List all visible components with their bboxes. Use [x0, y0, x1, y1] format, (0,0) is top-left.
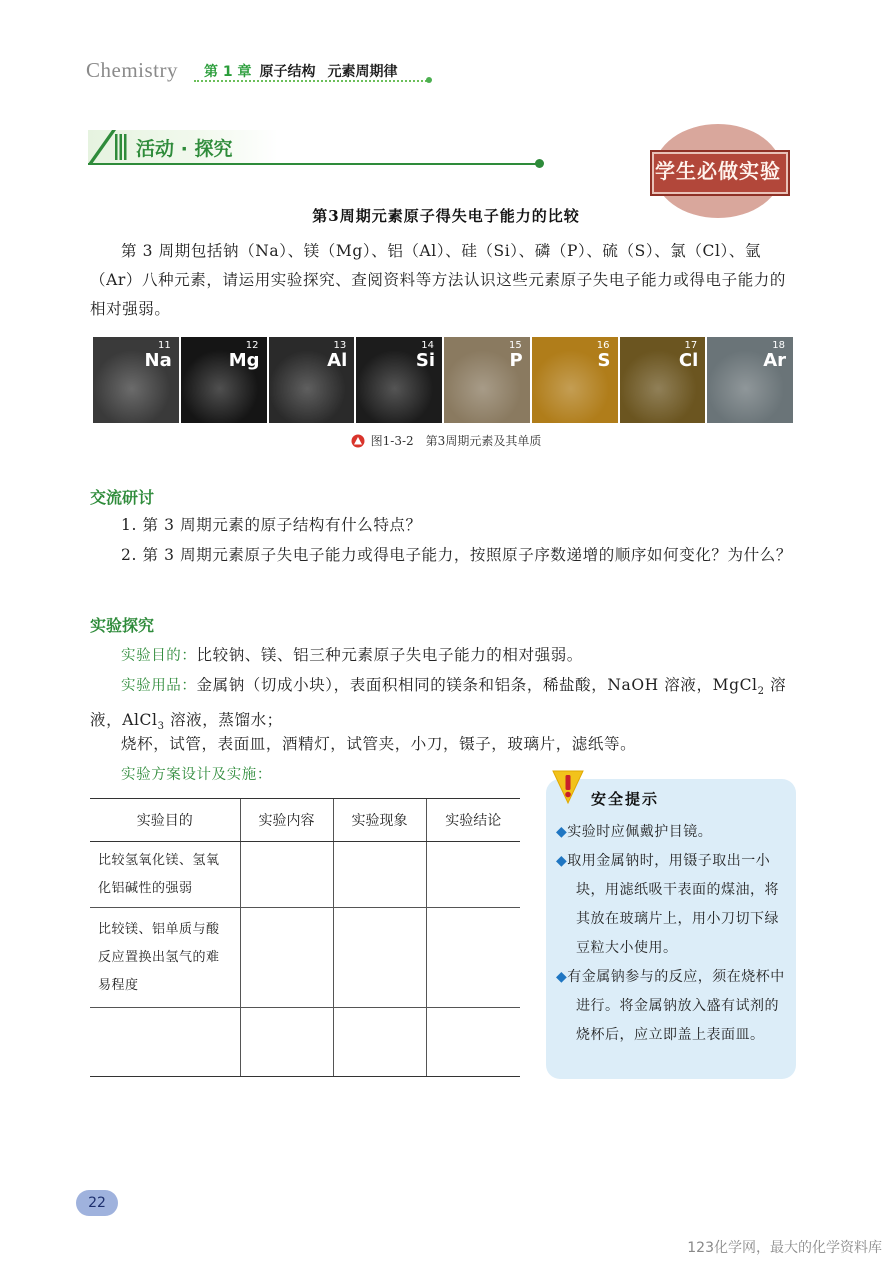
- element-symbol: Si: [415, 350, 435, 371]
- atomic-number: 14: [421, 340, 434, 351]
- banner-stripes-icon: [88, 130, 130, 164]
- chapter-number: 第 1 章: [204, 64, 252, 80]
- materials-mgcl2-sub: 2: [757, 686, 765, 698]
- safety-tips: [556, 818, 788, 1050]
- table-cell-empty: [426, 842, 520, 908]
- page-number: 22: [76, 1190, 118, 1216]
- table-cell-empty: [240, 1008, 333, 1077]
- stamp-text: 学生必做实验: [655, 159, 781, 183]
- diamond-bullet-icon: ◆: [556, 853, 568, 869]
- element-symbol: P: [509, 350, 523, 371]
- safety-title: 安全提示: [591, 790, 660, 808]
- header-rule: [194, 80, 430, 82]
- table-header: 实验结论: [426, 799, 520, 842]
- table-row: [90, 842, 520, 908]
- safety-tip-text: 取用金属钠时，用镊子取出一小块，用滤纸吸干表面的煤油，将其放在玻璃片上，用小刀切下绿豆粒大小使用。: [567, 853, 779, 956]
- purpose-text: 比较钠、镁、铝三种元素原子失电子能力的相对强弱。: [196, 646, 583, 664]
- header-brand: Chemistry: [86, 58, 178, 82]
- section-title: 活动 · 探究: [136, 138, 233, 160]
- diamond-bullet-icon: ◆: [556, 969, 568, 985]
- table-cell-empty: [426, 908, 520, 1008]
- table-row: [90, 908, 520, 1008]
- safety-tip-text: 有金属钠参与的反应，须在烧杯中进行。将金属钠放入盛有试剂的烧杯后，应立即盖上表面皿。: [567, 969, 785, 1043]
- experiment-title: 第3周期元素原子得失电子能力的比较: [312, 207, 580, 225]
- element-symbol: Cl: [678, 350, 699, 371]
- atomic-number: 18: [772, 340, 785, 351]
- element-photo: [444, 337, 530, 423]
- table-header: 实验目的: [90, 799, 240, 842]
- table-row: [90, 1008, 520, 1077]
- element-symbol: Al: [327, 350, 348, 371]
- table-cell: [90, 1008, 240, 1077]
- safety-tip-text: 实验时应佩戴护目镜。: [567, 824, 713, 840]
- table-cell: 比较氢氧化镁、氢氧化铝碱性的强弱: [90, 842, 240, 908]
- atomic-number: 12: [245, 340, 259, 351]
- element-symbol: S: [597, 350, 611, 371]
- element-photo-strip: [93, 337, 793, 423]
- discussion-question: 1. 第 3 周期元素的原子结构有什么特点？: [121, 516, 422, 534]
- atomic-number: 17: [684, 340, 698, 351]
- safety-tip: [556, 963, 788, 1050]
- atomic-number: 16: [596, 340, 610, 351]
- warning-icon: [551, 769, 585, 805]
- table-cell: 比较镁、铝单质与酸反应置换出氢气的难易程度: [90, 908, 240, 1008]
- plan-label: 实验方案设计及实施：: [121, 767, 272, 783]
- experiment-materials-equipment: 烧杯，试管，表面皿，酒精灯，试管夹，小刀，镊子，玻璃片，滤纸等。: [121, 735, 637, 753]
- element-symbol: Na: [144, 350, 172, 371]
- table-header: 实验内容: [240, 799, 333, 842]
- table-cell-empty: [333, 842, 426, 908]
- table-cell-empty: [240, 908, 333, 1008]
- element-photo: [269, 337, 355, 423]
- materials-alcl3-sub: 3: [157, 721, 165, 733]
- header-dot: [426, 77, 432, 83]
- discussion-question: 2. 第 3 周期元素原子失电子能力或得电子能力，按照原子序数递增的顺序如何变化？为什么？: [121, 546, 792, 564]
- materials-text: 溶液，: [90, 676, 787, 730]
- materials-alcl3: AlCl: [122, 711, 158, 730]
- header-chapter: [204, 61, 398, 81]
- triangle-icon: [351, 434, 365, 448]
- element-photo: [620, 337, 706, 423]
- atomic-number: 13: [333, 340, 347, 351]
- element-photo: [532, 337, 618, 423]
- element-symbol: Mg: [228, 350, 260, 371]
- section-rule-dot: [535, 159, 544, 168]
- discussion-heading: 交流研讨: [90, 488, 155, 507]
- element-symbol: Ar: [763, 350, 786, 371]
- materials-text: 溶液，蒸馏水；: [164, 711, 283, 730]
- materials-text: 金属钠（切成小块），表面积相同的镁条和铝条，稀盐酸，NaOH 溶液，: [196, 676, 713, 694]
- element-photo: [356, 337, 442, 423]
- safety-tip: [556, 847, 788, 963]
- safety-tip: [556, 818, 788, 847]
- materials-label: 实验用品：: [121, 678, 197, 694]
- atomic-number: 11: [158, 340, 171, 351]
- materials-mgcl2: MgCl: [712, 676, 758, 694]
- table-header-row: [90, 799, 520, 842]
- table-cell-empty: [333, 1008, 426, 1077]
- diamond-bullet-icon: ◆: [556, 824, 568, 840]
- chapter-title-2: 元素周期律: [327, 64, 398, 80]
- element-photo: [707, 337, 793, 423]
- figure-caption-text: 图1-3-2 第3周期元素及其单质: [370, 434, 542, 448]
- intro-paragraph: 第 3 周期包括钠（Na）、镁（Mg）、铝（Al）、硅（Si）、磷（P）、硫（S）、氯（Cl）、氩（Ar）八种元素，请运用实验探究、查阅资料等方法认识这些元素原子失电子能力或得电子能力的相对强弱。: [90, 242, 787, 318]
- experiment-table: [90, 798, 520, 1077]
- experiment-purpose: [90, 641, 796, 671]
- watermark: 123化学网，最大的化学资料库: [687, 1240, 882, 1256]
- purpose-label: 实验目的：: [121, 648, 197, 664]
- experiment-heading: 实验探究: [90, 616, 155, 635]
- element-photo: [181, 337, 267, 423]
- table-cell-empty: [333, 908, 426, 1008]
- atomic-number: 15: [509, 340, 522, 351]
- element-photo: [93, 337, 179, 423]
- chapter-title-1: 原子结构: [259, 64, 316, 80]
- figure-caption: [0, 432, 892, 449]
- table-header: 实验现象: [333, 799, 426, 842]
- table-cell-empty: [240, 842, 333, 908]
- table-cell-empty: [426, 1008, 520, 1077]
- section-rule: [88, 163, 540, 165]
